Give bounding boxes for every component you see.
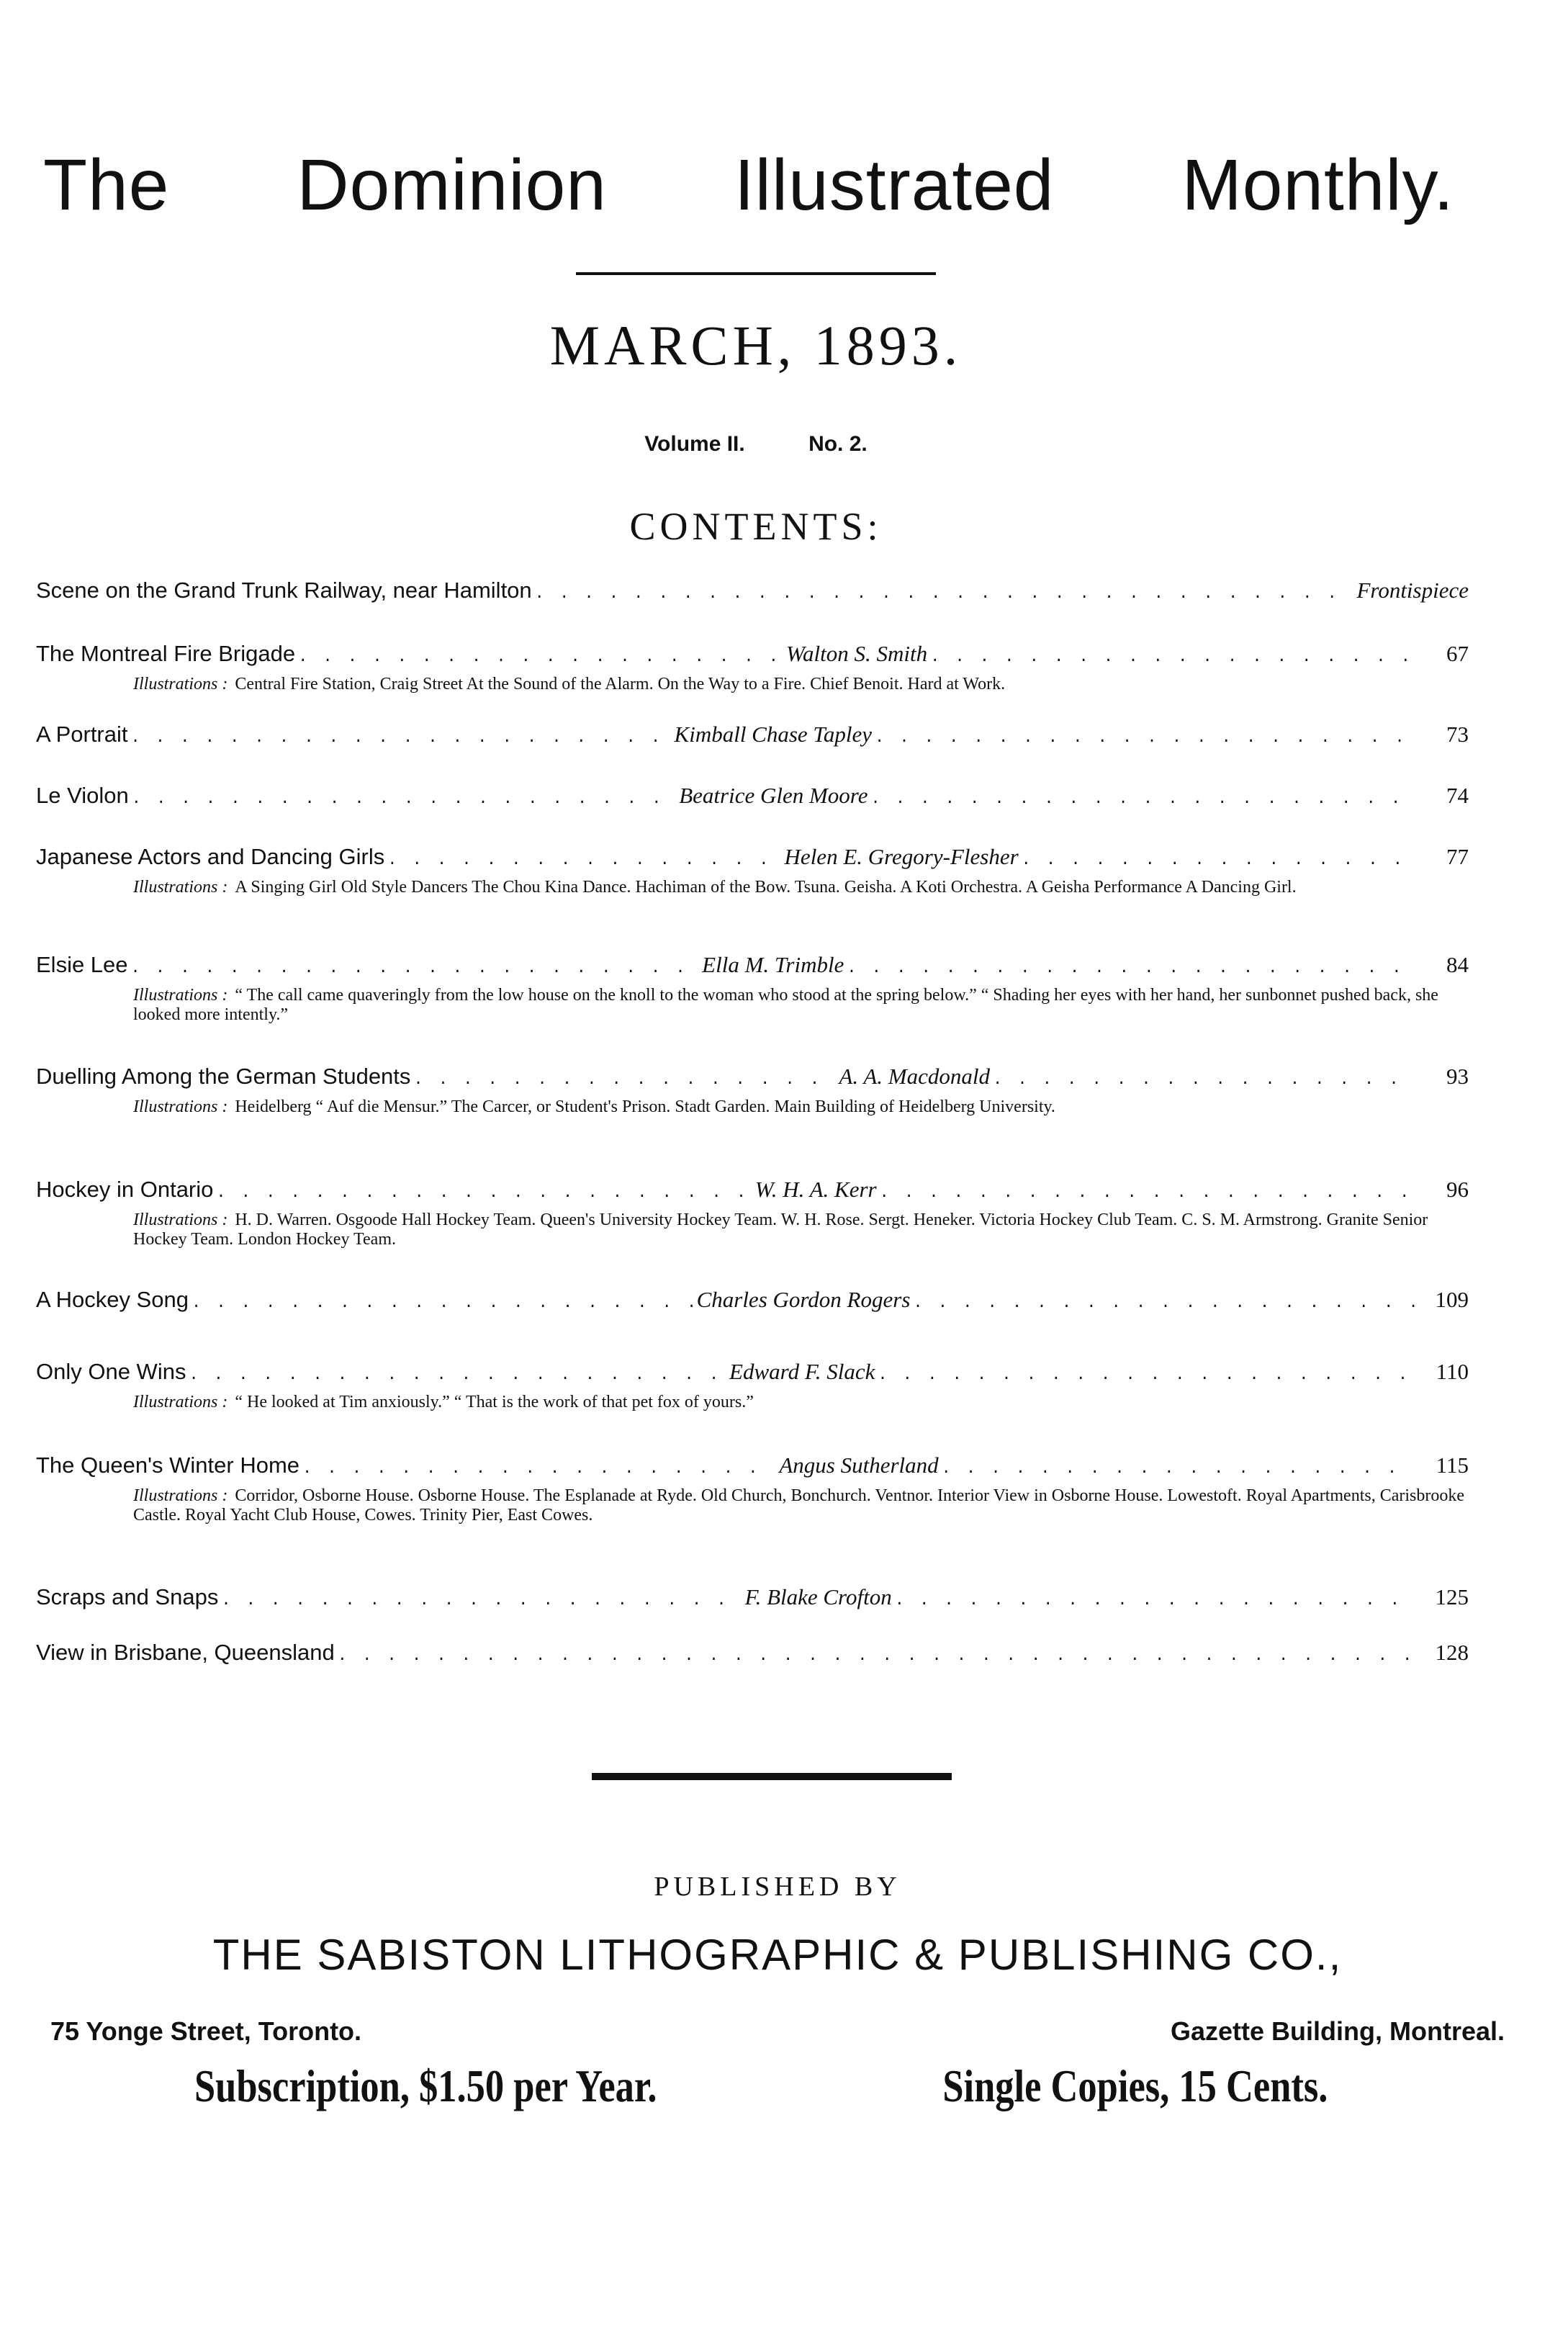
toc-title: Japanese Actors and Dancing Girls: [36, 844, 385, 869]
leader-dots: [993, 1066, 1415, 1095]
toc-illustrations: [133, 986, 1465, 1025]
masthead-word: Dominion: [297, 145, 607, 225]
toc-page: 84: [1446, 952, 1469, 977]
leader-dots: [880, 1179, 1415, 1208]
toc-entry: [36, 951, 1469, 1025]
toc-title: Duelling Among the German Students: [36, 1064, 411, 1089]
leader-dots: [131, 724, 672, 753]
toc-page: 73: [1446, 722, 1469, 747]
publisher-name: THE SABISTON LITHOGRAPHIC & PUBLISHING CO.,: [212, 1931, 1343, 1979]
toc-entry: [36, 576, 1469, 609]
illustrations-text: “ He looked at Tim anxiously.” “ That is the work of that pet fox of yours.”: [235, 1393, 754, 1411]
montreal-address: Gazette Building, Montreal.: [1170, 2016, 1505, 2046]
leader-dots: [930, 643, 1415, 672]
publisher-addresses: [50, 2016, 1505, 2047]
toc-title: Le Violon: [36, 783, 129, 808]
leader-dots: [387, 846, 781, 875]
toc-illustrations: [133, 675, 1465, 694]
toc-author: Kimball Chase Tapley: [674, 722, 872, 747]
toc-author: Edward F. Slack: [729, 1359, 875, 1384]
illustrations-text: H. D. Warren. Osgoode Hall Hockey Team. Queen's University Hockey Team. W. H. Rose. Sergt. Heneker. Victoria Hockey Club Team. C. S. M. Armstrong. Granite Senior Hockey Team. London Hockey Team.: [133, 1211, 1428, 1249]
illustrations-label: Illustrations :: [133, 675, 228, 693]
toc-author: Beatrice Glen Moore: [679, 783, 868, 808]
leader-dots: [870, 785, 1415, 814]
leader-dots: [132, 785, 677, 814]
toc-author: Ella M. Trimble: [702, 952, 844, 977]
toc-author: Charles Gordon Rogers: [696, 1287, 911, 1312]
toc-author: Helen E. Gregory-Flesher: [784, 844, 1019, 869]
toc-title: Scene on the Grand Trunk Railway, near Hamilton: [36, 578, 532, 603]
toc-page: 110: [1436, 1359, 1469, 1384]
leader-dots: [413, 1066, 836, 1095]
volume-number: [0, 432, 1512, 457]
illustrations-text: Heidelberg “ Auf die Mensur.” The Carcer, or Student's Prison. Stadt Garden. Main Building of Heidelberg University.: [235, 1097, 1055, 1116]
toc-entry: [36, 1357, 1469, 1412]
toc-entry: [36, 1062, 1469, 1117]
leader-dots: [847, 954, 1415, 983]
toc-page: 115: [1436, 1452, 1469, 1478]
toc-page: 67: [1446, 641, 1469, 666]
toc-illustrations: [133, 1097, 1465, 1117]
leader-dots: [535, 580, 1354, 609]
leader-dots: [302, 1455, 776, 1483]
toc-page: 77: [1446, 844, 1469, 869]
toc-entry: [36, 1583, 1469, 1615]
toc-page: 74: [1446, 783, 1469, 808]
illustrations-label: Illustrations :: [133, 1211, 228, 1229]
leader-dots: [875, 724, 1415, 753]
toc-title: Only One Wins: [36, 1359, 186, 1384]
issue-number: No. 2.: [808, 432, 868, 456]
illustrations-text: Central Fire Station, Craig Street At the Sound of the Alarm. On the Way to a Fire. Chief Benoit. Hard at Work.: [235, 675, 1006, 693]
toc-title: The Queen's Winter Home: [36, 1452, 300, 1478]
leader-dots: [192, 1289, 694, 1318]
toc-title: Elsie Lee: [36, 952, 128, 977]
toc-entry: [36, 1175, 1469, 1249]
masthead-title: [43, 144, 1454, 227]
toc-title: Scraps and Snaps: [36, 1584, 219, 1609]
toc-entry: [36, 1638, 1469, 1671]
masthead-word: Monthly.: [1181, 145, 1454, 225]
toc-title: Hockey in Ontario: [36, 1177, 214, 1202]
toc-author: W. H. A. Kerr: [754, 1177, 877, 1202]
leader-dots: [338, 1642, 1415, 1671]
leader-dots: [1022, 846, 1415, 875]
toc-entry: [36, 1451, 1469, 1525]
leader-dots: [131, 954, 700, 983]
toc-page: 96: [1446, 1177, 1469, 1202]
toc-entry: [36, 843, 1469, 897]
volume-label: Volume II.: [644, 432, 745, 456]
illustrations-label: Illustrations :: [133, 1486, 228, 1505]
toc-entry: [36, 1285, 1469, 1318]
toc-entry: [36, 720, 1469, 753]
illustrations-text: A Singing Girl Old Style Dancers The Chou Kina Dance. Hachiman of the Bow. Tsuna. Geisha. A Koti Orchestra. A Geisha Performance A Dancing Girl.: [235, 878, 1297, 897]
leader-dots: [913, 1289, 1415, 1318]
toc-page: 128: [1435, 1640, 1469, 1665]
illustrations-label: Illustrations :: [133, 986, 228, 1005]
bottom-divider: [592, 1773, 952, 1780]
leader-dots: [298, 643, 783, 672]
toc-author: Walton S. Smith: [786, 641, 928, 666]
leader-dots: [895, 1586, 1415, 1615]
toc-title: A Hockey Song: [36, 1287, 189, 1312]
single-copy-price: Single Copies, 15 Cents.: [942, 2060, 1328, 2111]
toc-author: F. Blake Crofton: [744, 1584, 892, 1609]
toc-illustrations: [133, 1486, 1465, 1525]
pricing: [194, 2060, 1328, 2113]
toc-entry: [36, 639, 1469, 694]
subscription-price: Subscription, $1.50 per Year.: [194, 2060, 657, 2111]
illustrations-text: Corridor, Osborne House. Osborne House. The Esplanade at Ryde. Old Church, Bonchurch. Ventnor. Interior View in Osborne House. Lowestoft. Royal Apartments, Carisbrooke Castle. Royal Yacht Club House, Cowes. Trinity Pier, East Cowes.: [133, 1486, 1464, 1525]
toc-title: View in Brisbane, Queensland: [36, 1640, 335, 1665]
toc-illustrations: [133, 878, 1465, 897]
top-divider: [576, 272, 936, 275]
masthead-word: The: [43, 145, 170, 225]
issue-date: MARCH, 1893.: [549, 314, 963, 377]
toc-author: A. A. Macdonald: [839, 1064, 990, 1089]
toc-page: Frontispiece: [1356, 578, 1469, 603]
leader-dots: [878, 1361, 1415, 1390]
published-by: PUBLISHED BY: [654, 1872, 901, 1902]
contents-heading: CONTENTS:: [629, 505, 883, 548]
illustrations-label: Illustrations :: [133, 1097, 228, 1116]
masthead-word: Illustrated: [734, 145, 1055, 225]
toc-page: 93: [1446, 1064, 1469, 1089]
toc-illustrations: [133, 1393, 1465, 1412]
toc-title: A Portrait: [36, 722, 128, 747]
toronto-address: 75 Yonge Street, Toronto.: [50, 2016, 362, 2046]
illustrations-label: Illustrations :: [133, 1393, 228, 1411]
toc-page: 125: [1435, 1584, 1469, 1609]
leader-dots: [216, 1179, 752, 1208]
toc-illustrations: [133, 1211, 1465, 1249]
leader-dots: [221, 1586, 742, 1615]
toc-title: The Montreal Fire Brigade: [36, 641, 296, 666]
leader-dots: [942, 1455, 1415, 1483]
toc-author: Angus Sutherland: [779, 1452, 939, 1478]
leader-dots: [189, 1361, 726, 1390]
illustrations-text: “ The call came quaveringly from the low house on the knoll to the woman who stood at the spring below.” “ Shading her eyes with her hand, her sunbonnet pushed back, she looked more intently.”: [133, 986, 1438, 1024]
toc-page: 109: [1435, 1287, 1469, 1312]
illustrations-label: Illustrations :: [133, 878, 228, 897]
toc-entry: [36, 781, 1469, 814]
